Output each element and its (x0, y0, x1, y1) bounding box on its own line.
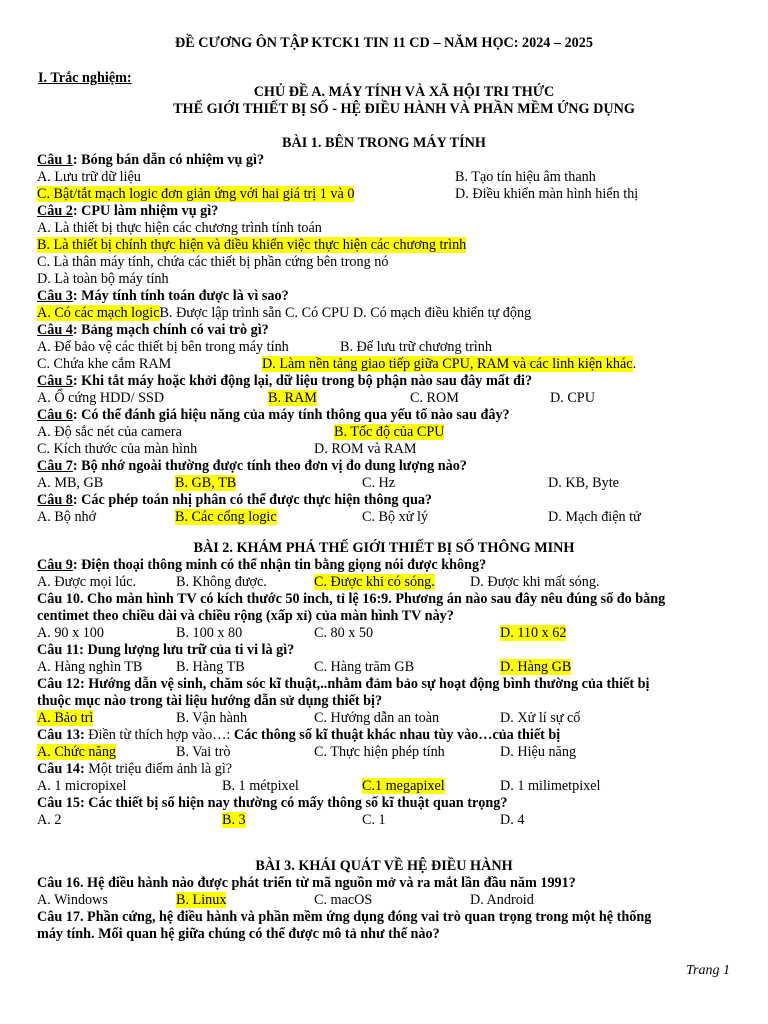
q10-option-d-answer: D. 110 x 62 (500, 625, 567, 641)
question-17-line1: Câu 17. Phần cứng, hệ điều hành và phần mềm ứng dụng đóng vai trò quan trọng trong một hệ thống (37, 909, 652, 925)
lesson-3-heading: BÀI 3. KHÁI QUÁT VỀ HỆ ĐIỀU HÀNH (255, 858, 513, 874)
q12-option-b: B. Vận hành (176, 710, 248, 726)
question-9: Câu 9: Điện thoại thông minh có thể nhận tin bằng giọng nói được không? (37, 557, 487, 573)
question-5: Câu 5: Khi tắt máy hoặc khởi động lại, dữ liệu trong bộ phận nào sau đây mất đi? (37, 373, 533, 389)
q6-option-d: D. ROM và RAM (314, 441, 417, 457)
question-11: Câu 11: Dung lượng lưu trữ của ti vi là gì? (37, 642, 295, 658)
q11-option-c: C. Hàng trăm GB (314, 659, 415, 675)
question-14: Câu 14: Một triệu điểm ảnh là gì? (37, 761, 233, 777)
q7-option-b-answer: B. GB, TB (175, 475, 237, 491)
q4-option-c: C. Chứa khe cắm RAM (37, 356, 172, 372)
question-17-line2: máy tính. Mối quan hệ giữa chúng có thể được mô tả như thế nào? (37, 926, 440, 942)
question-10-line2: centimet theo chiều dài và chiều rộng (xấp xỉ) của màn hình TV này? (37, 608, 454, 624)
page-number: Trang 1 (686, 963, 730, 978)
q14-option-a: A. 1 micropixel (37, 778, 127, 794)
question-7: Câu 7: Bộ nhớ ngoài thường được tính theo đơn vị đo dung lượng nào? (37, 458, 467, 474)
q5-option-a: A. Ổ cứng HDD/ SSD (37, 390, 165, 406)
q13-option-c: C. Thực hiện phép tính (314, 744, 445, 760)
q8-option-a: A. Bộ nhớ (37, 509, 97, 525)
q13-option-a-answer: A. Chức năng (37, 744, 117, 760)
q10-option-c: C. 80 x 50 (314, 625, 374, 641)
q14-option-c-answer: C.1 megapixel (362, 778, 445, 794)
q2-option-a: A. Là thiết bị thực hiện các chương trình tính toán (37, 220, 322, 236)
q1-option-a: A. Lưu trữ dữ liệu (37, 169, 141, 185)
q13-option-b: B. Vai trò (176, 744, 231, 760)
q9-option-b: B. Không được. (176, 574, 267, 590)
q3-options-rest: B. Được lập trình sẵn C. Có CPU D. Có mạch điều khiển tự động (159, 305, 532, 321)
q11-option-a: A. Hàng nghìn TB (37, 659, 143, 675)
q14-option-b: B. 1 métpixel (222, 778, 299, 794)
q15-option-c: C. 1 (362, 812, 386, 828)
question-10-line1: Câu 10. Cho màn hình TV có kích thước 50 inch, tỉ lệ 16:9. Phương án nào sau đây nêu đúng số đo bằng (37, 591, 666, 607)
question-12-line2: thuộc mục nào trong tài liệu hướng dẫn sử dụng thiết bị? (37, 693, 383, 709)
q5-option-b-answer: B. RAM (268, 390, 317, 406)
q8-option-c: C. Bộ xử lý (362, 509, 429, 525)
q7-option-a: A. MB, GB (37, 475, 104, 491)
q9-option-c-answer: C. Được khi có sóng. (314, 574, 435, 590)
q10-option-b: B. 100 x 80 (176, 625, 243, 641)
q16-option-c: C. macOS (314, 892, 373, 908)
question-16: Câu 16. Hệ điều hành nào được phát triển từ mã nguồn mở và ra mắt lần đầu năm 1991? (37, 875, 576, 891)
q15-option-b-answer: B. 3 (222, 812, 246, 828)
question-12-line1: Câu 12: Hướng dẫn vệ sinh, chăm sóc kĩ thuật,..nhằm đảm bảo sự hoạt động bình thường của thiết bị (37, 676, 650, 692)
q9-option-d: D. Được khi mất sóng. (470, 574, 600, 590)
q1-option-d: D. Điều khiển màn hình hiển thị (455, 186, 639, 202)
q8-option-d: D. Mạch điện tử (548, 509, 641, 525)
topic-title-line2: THẾ GIỚI THIẾT BỊ SỐ - HỆ ĐIỀU HÀNH VÀ PHẦN MỀM ỨNG DỤNG (173, 101, 635, 117)
question-4: Câu 4: Bảng mạch chính có vai trò gì? (37, 322, 269, 338)
q5-option-c: C. ROM (410, 390, 459, 406)
q15-option-d: D. 4 (500, 812, 525, 828)
question-13: Câu 13: Điền từ thích hợp vào…: Các thông số kĩ thuật khác nhau tùy vào…của thiết bị (37, 727, 561, 743)
q8-option-b-answer: B. Các cổng logic (175, 509, 277, 525)
q5-option-d: D. CPU (550, 390, 595, 406)
question-2: Câu 2: CPU làm nhiệm vụ gì? (37, 203, 219, 219)
q12-option-d: D. Xử lí sự cố (500, 710, 581, 726)
q2-option-d: D. Là toàn bộ máy tính (37, 271, 169, 287)
q4-option-a: A. Để bảo vệ các thiết bị bên trong máy tính (37, 339, 289, 355)
q6-option-c: C. Kích thước của màn hình (37, 441, 198, 457)
question-8: Câu 8: Các phép toán nhị phân có thể được thực hiện thông qua? (37, 492, 433, 508)
q1-option-c-answer: C. Bật/tắt mạch logic đơn giản ứng với hai giá trị 1 và 0 (37, 186, 355, 202)
q6-option-b-answer: B. Tốc độ của CPU (334, 424, 445, 440)
q12-option-a-answer: A. Bảo trì (37, 710, 94, 726)
document-page: ĐỀ CƯƠNG ÔN TẬP KTCK1 TIN 11 CD – NĂM HỌC: 2024 – 2025 I. Trắc nghiệm: CHỦ ĐỀ A. MÁY TÍNH VÀ XÃ HỘI TRI THỨC THẾ GIỚI THIẾT BỊ SỐ - HỆ ĐIỀU HÀNH VÀ PHẦN MỀM ỨNG DỤNG BÀI 1. BÊN TRONG MÁY TÍNH Câu 1: Bóng bán dẫn có nhiệm vụ gì? A. Lưu trữ dữ liệu B. Tạo tín hiệu âm thanh C. Bật/tắt mạch logic đơn giản ứng với hai giá trị 1 và 0 D. Điều khiển màn hình hiển thị Câu 2: CPU làm nhiệm vụ gì? A. Là thiết bị thực hiện các chương trình tính toán B. Là thiết bị chính thực hiện và điều khiển việc thực hiện các chương trình C. Là thân máy tính, chứa các thiết bị phần cứng bên trong nó D. Là toàn bộ máy tính Câu 3: Máy tính tính toán được là vì sao? A. Có các mạch logicB. Được lập trình sẵn C. Có CPU D. Có mạch điều khiển tự động Câu 4: Bảng mạch chính có vai trò gì? A. Để bảo vệ các thiết bị bên trong máy tính B. Để lưu trữ chương trình C. Chứa khe cắm RAM D. Làm nền tảng giao tiếp giữa CPU, RAM và các linh kiện khác. Câu 5: Khi tắt máy hoặc khởi động lại, dữ liệu trong bộ phận nào sau đây mất đi? A. Ổ cứng HDD/ SSD B. RAM C. ROM D. CPU Câu 6: Có thể đánh giá hiệu năng của máy tính thông qua yếu tố nào sau đây? A. Độ sắc nét của camera B. Tốc độ của CPU C. Kích thước của màn hình D. ROM và RAM Câu 7: Bộ nhớ ngoài thường được tính theo đơn vị đo dung lượng nào? A. MB, GB B. GB, TB C. Hz D. KB, Byte Câu 8: Các phép toán nhị phân có thể được thực hiện thông qua? A. Bộ nhớ B. Các cổng logic C. Bộ xử lý D. Mạch điện tử BÀI 2. KHÁM PHÁ THẾ GIỚI THIẾT BỊ SỐ THÔNG MINH Câu 9: Điện thoại thông minh có thể nhận tin bằng giọng nói được không? A. Được mọi lúc. B. Không được. C. Được khi có sóng. D. Được khi mất sóng. Câu 10. Cho màn hình TV có kích thước 50 inch, tỉ lệ 16:9. Phương án nào sau đây nêu đúng số đo bằng centimet theo chiều dài và chiều rộng (xấp xỉ) của màn hình TV này? A. 90 x 100 B. 100 x 80 C. 80 x 50 D. 110 x 62 Câu 11: Dung lượng lưu trữ của ti vi là gì? A. Hàng nghìn TB B. Hàng TB C. Hàng trăm GB D. Hàng GB Câu 12: Hướng dẫn vệ sinh, chăm sóc kĩ thuật,..nhằm đảm bảo sự hoạt động bình thường của thiết bị thuộc mục nào trong tài liệu hướng dẫn sử dụng thiết bị? A. Bảo trì B. Vận hành C. Hướng dẫn an toàn D. Xử lí sự cố Câu 13: Điền từ thích hợp vào…: Các thông số kĩ thuật khác nhau tùy vào…của thiết bị A. Chức năng B. Vai trò C. Thực hiện phép tính D. Hiệu năng Câu 14: Một triệu điểm ảnh là gì? A. 1 micropixel B. 1 métpixel C.1 megapixel D. 1 milimetpixel Câu 15: Các thiết bị số hiện nay thường có mấy thông số kĩ thuật quan trọng? A. 2 B. 3 C. 1 D. 4 BÀI 3. KHÁI QUÁT VỀ HỆ ĐIỀU HÀNH Câu 16. Hệ điều hành nào được phát triển từ mã nguồn mở và ra mắt lần đầu năm 1991? A. Windows B. Linux C. macOS D. Android Câu 17. Phần cứng, hệ điều hành và phần mềm ứng dụng đóng vai trò quan trọng trong một hệ thống máy tính. Mối quan hệ giữa chúng có thể được mô tả như thế nào? Trang 1 (0, 0, 768, 1024)
q15-option-a: A. 2 (37, 812, 62, 828)
question-3: Câu 3: Máy tính tính toán được là vì sao? (37, 288, 289, 304)
q7-option-c: C. Hz (362, 475, 396, 491)
question-1: Câu 1: Bóng bán dẫn có nhiệm vụ gì? (37, 152, 265, 168)
q14-option-d: D. 1 milimetpixel (500, 778, 601, 794)
q10-option-a: A. 90 x 100 (37, 625, 104, 641)
q12-option-c: C. Hướng dẫn an toàn (314, 710, 440, 726)
q13-option-d: D. Hiệu năng (500, 744, 577, 760)
q16-option-d: D. Android (470, 892, 534, 908)
q9-option-a: A. Được mọi lúc. (37, 574, 137, 590)
q2-option-b-answer: B. Là thiết bị chính thực hiện và điều khiển việc thực hiện các chương trình (37, 237, 467, 253)
q4-option-b: B. Để lưu trữ chương trình (340, 339, 492, 355)
q7-option-d: D. KB, Byte (548, 475, 619, 491)
document-title: ĐỀ CƯƠNG ÔN TẬP KTCK1 TIN 11 CD – NĂM HỌC: 2024 – 2025 (175, 35, 593, 51)
q4-option-d-answer: D. Làm nền tảng giao tiếp giữa CPU, RAM và các linh kiện khác (262, 356, 633, 372)
question-6: Câu 6: Có thể đánh giá hiệu năng của máy tính thông qua yếu tố nào sau đây? (37, 407, 510, 423)
section-heading: I. Trắc nghiệm: (38, 70, 132, 86)
q11-option-d-answer: D. Hàng GB (500, 659, 572, 675)
topic-title-line1: CHỦ ĐỀ A. MÁY TÍNH VÀ XÃ HỘI TRI THỨC (253, 84, 555, 100)
q1-option-b: B. Tạo tín hiệu âm thanh (455, 169, 596, 185)
q11-option-b: B. Hàng TB (176, 659, 245, 675)
q16-option-a: A. Windows (37, 892, 108, 908)
q2-option-c: C. Là thân máy tính, chứa các thiết bị phần cứng bên trong nó (37, 254, 389, 270)
question-15: Câu 15: Các thiết bị số hiện nay thường có mấy thông số kĩ thuật quan trọng? (37, 795, 508, 811)
lesson-2-heading: BÀI 2. KHÁM PHÁ THẾ GIỚI THIẾT BỊ SỐ THÔNG MINH (193, 540, 575, 556)
q3-option-a-answer: A. Có các mạch logic (37, 305, 160, 321)
lesson-1-heading: BÀI 1. BÊN TRONG MÁY TÍNH (282, 135, 486, 151)
q6-option-a: A. Độ sắc nét của camera (37, 424, 182, 440)
q16-option-b-answer: B. Linux (176, 892, 227, 908)
